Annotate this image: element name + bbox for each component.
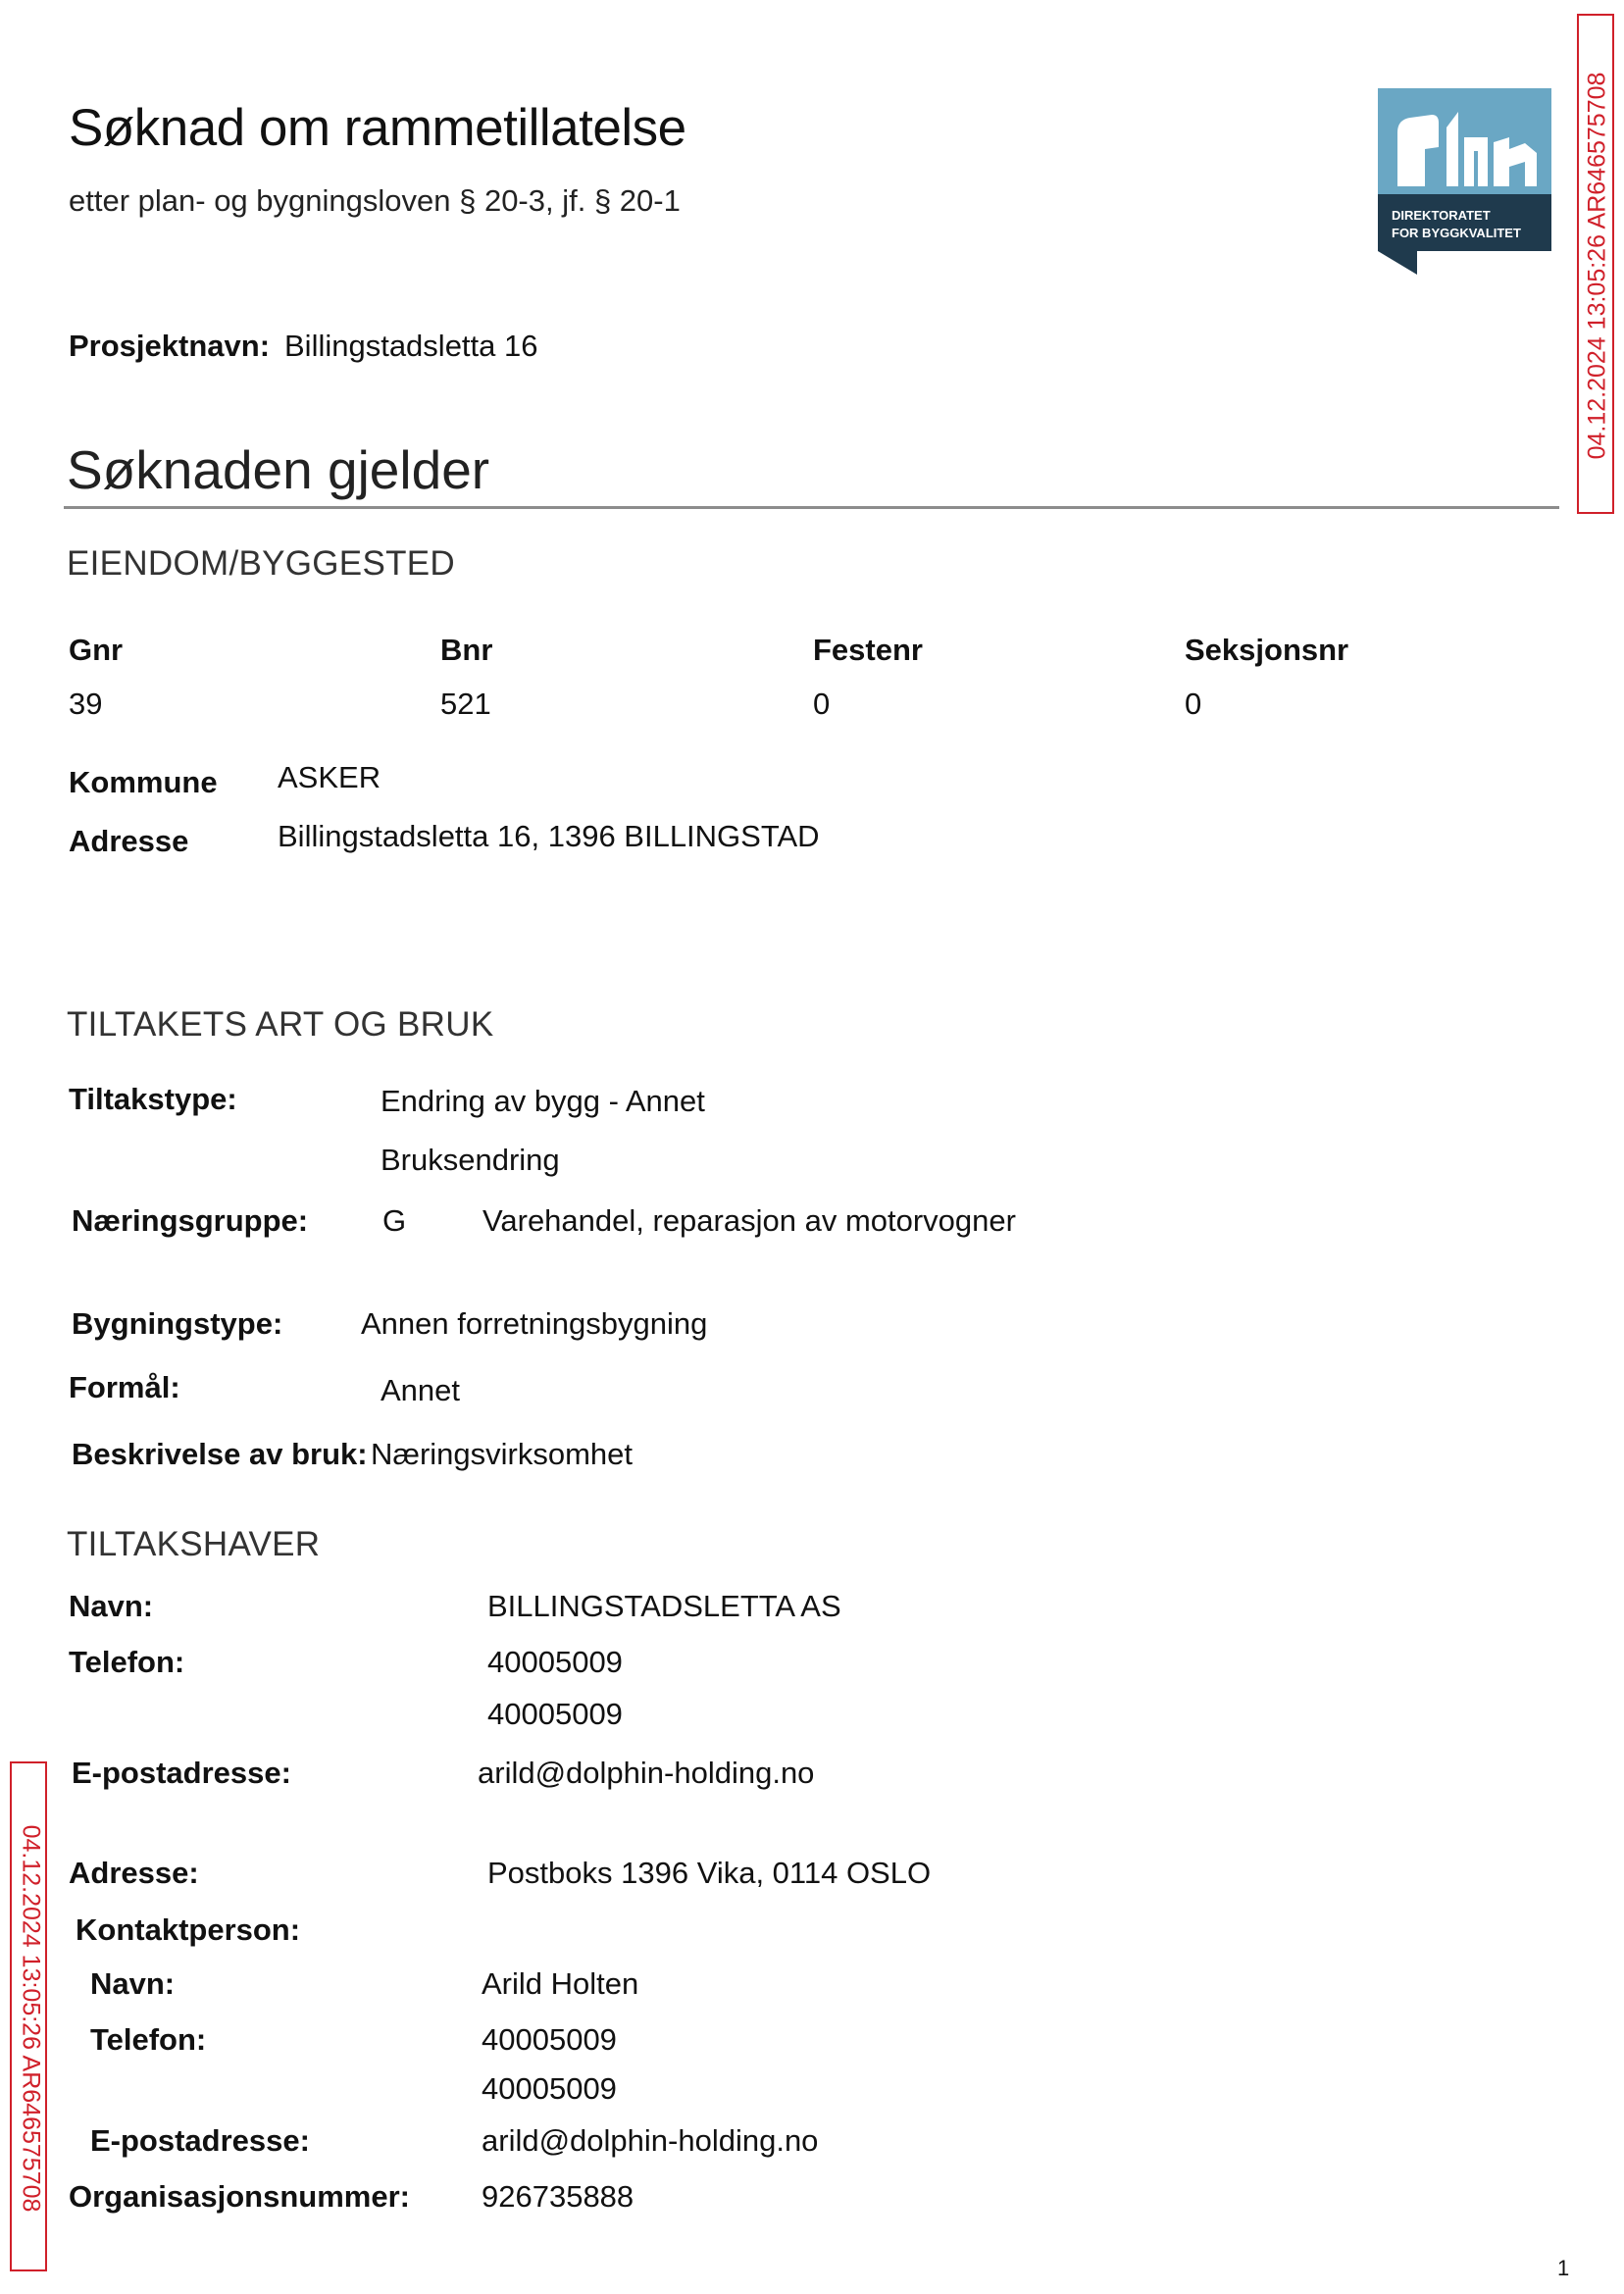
stamp-text: 04.12.2024 13:05:26 AR646575708 [1583,72,1611,460]
telefon-value-2: 40005009 [487,1697,623,1731]
telefon-label: Telefon: [69,1645,185,1679]
document-title: Søknad om rammetillatelse [69,99,686,157]
bygningstype-label: Bygningstype: [72,1306,283,1341]
dibk-logo [1378,88,1551,275]
stamp-text: 04.12.2024 13:05:26 AR646575708 [17,1824,45,2213]
formal-label: Formål: [69,1370,180,1404]
adresse-value: Billingstadsletta 16, 1396 BILLINGSTAD [278,819,820,853]
logo-text-line2: FOR BYGGKVALITET [1392,226,1521,240]
date-stamp-right [1577,14,1614,514]
gnr-value: 39 [69,687,103,721]
kommune-value: ASKER [278,760,381,794]
kontakt-telefon-label: Telefon: [90,2022,207,2057]
page-number: 1 [1557,2256,1570,2280]
th-adresse-label: Adresse: [69,1856,199,1890]
kontakt-telefon-value-1: 40005009 [482,2022,617,2057]
formal-value: Annet [381,1373,461,1407]
section-title: Søknaden gjelder [67,439,490,500]
bnr-label: Bnr [440,633,493,667]
document-subtitle: etter plan- og bygningsloven § 20-3, jf. § 20-1 [69,183,681,218]
bygningstype-value: Annen forretningsbygning [361,1306,708,1341]
naeringsgruppe-value: Varehandel, reparasjon av motorvogner [482,1203,1016,1238]
epost-value: arild@dolphin-holding.no [478,1756,815,1790]
navn-value: BILLINGSTADSLETTA AS [487,1589,841,1623]
festenr-value: 0 [813,687,831,721]
project-value: Billingstadsletta 16 [284,329,538,363]
kontakt-epost-value: arild@dolphin-holding.no [482,2123,819,2158]
th-adresse-value: Postboks 1396 Vika, 0114 OSLO [487,1856,932,1890]
tiltakstype-label: Tiltakstype: [69,1082,237,1116]
navn-label: Navn: [69,1589,154,1623]
kontakt-navn-value: Arild Holten [482,1966,639,2001]
naeringsgruppe-code: G [382,1203,407,1238]
festenr-label: Festenr [813,633,923,667]
tiltak-heading: TILTAKETS ART OG BRUK [67,1005,494,1044]
eiendom-heading: EIENDOM/BYGGESTED [67,544,455,583]
seksjonsnr-label: Seksjonsnr [1185,633,1349,667]
section-divider [64,506,1559,509]
epost-label: E-postadresse: [72,1756,291,1790]
beskrivelse-label: Beskrivelse av bruk: [72,1437,368,1471]
kommune-label: Kommune [69,765,218,799]
kontakt-epost-label: E-postadresse: [90,2123,310,2158]
bnr-value: 521 [440,687,491,721]
date-stamp-left [10,1761,47,2271]
org-label: Organisasjonsnummer: [69,2179,410,2214]
telefon-value-1: 40005009 [487,1645,623,1679]
tiltakstype-value-1: Endring av bygg - Annet [381,1084,705,1118]
seksjonsnr-value: 0 [1185,687,1202,721]
gnr-label: Gnr [69,633,124,667]
beskrivelse-value: Næringsvirksomhet [371,1437,634,1471]
logo-text-line1: DIREKTORATET [1392,208,1491,223]
project-label: Prosjektnavn: [69,329,271,363]
kontakt-telefon-value-2: 40005009 [482,2071,617,2106]
tiltakshaver-heading: TILTAKSHAVER [67,1525,321,1563]
adresse-label: Adresse [69,824,189,858]
org-value: 926735888 [482,2179,634,2214]
tiltakstype-value-2: Bruksendring [381,1143,560,1177]
naeringsgruppe-label: Næringsgruppe: [72,1203,309,1238]
kontakt-navn-label: Navn: [90,1966,176,2001]
kontaktperson-label: Kontaktperson: [76,1912,301,1947]
